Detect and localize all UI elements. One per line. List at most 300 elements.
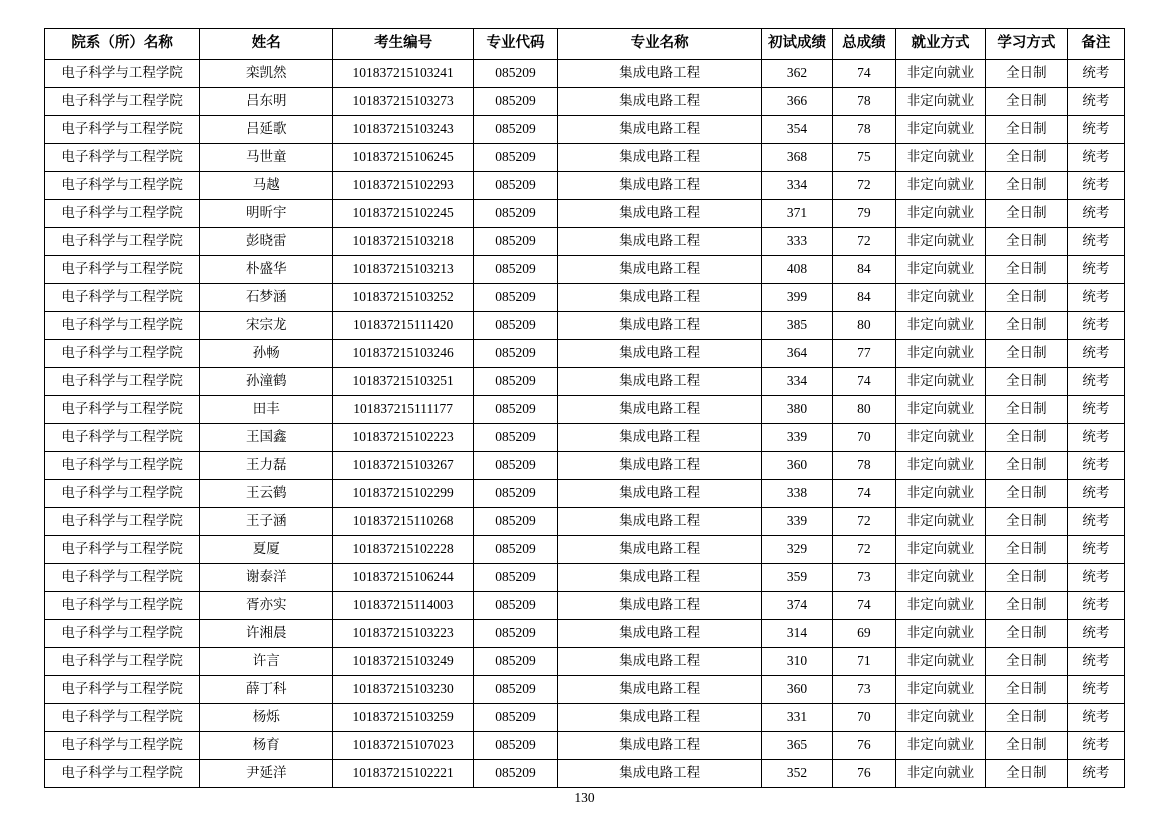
- table-cell: 085209: [474, 116, 558, 144]
- table-cell: 电子科学与工程学院: [45, 704, 200, 732]
- table-cell: 84: [832, 284, 895, 312]
- table-cell: 全日制: [986, 424, 1068, 452]
- table-cell: 362: [762, 60, 833, 88]
- table-row: [45, 536, 1125, 564]
- table-cell: 电子科学与工程学院: [45, 228, 200, 256]
- table-cell: 马世童: [200, 144, 333, 172]
- table-cell: 101837215103230: [333, 676, 474, 704]
- table-cell: 72: [832, 228, 895, 256]
- table-cell: 085209: [474, 676, 558, 704]
- table-cell: 085209: [474, 88, 558, 116]
- table-row: [45, 648, 1125, 676]
- table-cell: 全日制: [986, 592, 1068, 620]
- table-cell: 334: [762, 368, 833, 396]
- table-cell: 101837215107023: [333, 732, 474, 760]
- table-cell: 101837215111420: [333, 312, 474, 340]
- table-cell: 统考: [1067, 508, 1124, 536]
- table-cell: 电子科学与工程学院: [45, 340, 200, 368]
- table-cell: 非定向就业: [896, 200, 986, 228]
- table-cell: 非定向就业: [896, 172, 986, 200]
- table-row: [45, 424, 1125, 452]
- table-cell: 380: [762, 396, 833, 424]
- column-header: 专业代码: [474, 29, 558, 60]
- table-cell: 集成电路工程: [557, 480, 761, 508]
- table-cell: 84: [832, 256, 895, 284]
- table-cell: 365: [762, 732, 833, 760]
- table-cell: 马越: [200, 172, 333, 200]
- table-cell: 70: [832, 424, 895, 452]
- table-row: [45, 480, 1125, 508]
- table-cell: 78: [832, 116, 895, 144]
- table-cell: 谢泰洋: [200, 564, 333, 592]
- table-cell: 101837215102299: [333, 480, 474, 508]
- table-cell: 电子科学与工程学院: [45, 116, 200, 144]
- table-cell: 统考: [1067, 424, 1124, 452]
- table-cell: 集成电路工程: [557, 592, 761, 620]
- table-cell: 354: [762, 116, 833, 144]
- table-cell: 统考: [1067, 732, 1124, 760]
- table-cell: 全日制: [986, 228, 1068, 256]
- table-cell: 集成电路工程: [557, 676, 761, 704]
- column-header: 考生编号: [333, 29, 474, 60]
- table-cell: 74: [832, 592, 895, 620]
- table-cell: 360: [762, 676, 833, 704]
- table-cell: 101837215103267: [333, 452, 474, 480]
- table-cell: 全日制: [986, 508, 1068, 536]
- table-cell: 非定向就业: [896, 508, 986, 536]
- table-row: [45, 396, 1125, 424]
- table-row: [45, 256, 1125, 284]
- table-cell: 非定向就业: [896, 536, 986, 564]
- table-cell: 许言: [200, 648, 333, 676]
- table-cell: 统考: [1067, 648, 1124, 676]
- table-cell: 非定向就业: [896, 228, 986, 256]
- table-cell: 全日制: [986, 676, 1068, 704]
- table-cell: 王云鹤: [200, 480, 333, 508]
- table-cell: 085209: [474, 452, 558, 480]
- table-cell: 101837215102245: [333, 200, 474, 228]
- table-cell: 77: [832, 340, 895, 368]
- table-cell: 电子科学与工程学院: [45, 256, 200, 284]
- table-cell: 339: [762, 508, 833, 536]
- table-cell: 集成电路工程: [557, 536, 761, 564]
- table-cell: 统考: [1067, 396, 1124, 424]
- table-cell: 352: [762, 760, 833, 788]
- table-cell: 72: [832, 172, 895, 200]
- table-cell: 79: [832, 200, 895, 228]
- table-cell: 全日制: [986, 760, 1068, 788]
- table-cell: 74: [832, 60, 895, 88]
- table-cell: 全日制: [986, 256, 1068, 284]
- table-cell: 统考: [1067, 676, 1124, 704]
- table-cell: 集成电路工程: [557, 256, 761, 284]
- table-cell: 371: [762, 200, 833, 228]
- table-cell: 集成电路工程: [557, 228, 761, 256]
- table-row: [45, 676, 1125, 704]
- table-cell: 统考: [1067, 116, 1124, 144]
- table-cell: 非定向就业: [896, 424, 986, 452]
- table-cell: 101837215110268: [333, 508, 474, 536]
- column-header: 备注: [1067, 29, 1124, 60]
- table-cell: 电子科学与工程学院: [45, 368, 200, 396]
- table-cell: 314: [762, 620, 833, 648]
- table-cell: 101837215102221: [333, 760, 474, 788]
- table-cell: 集成电路工程: [557, 144, 761, 172]
- table-cell: 电子科学与工程学院: [45, 396, 200, 424]
- table-cell: 栾凯然: [200, 60, 333, 88]
- table-cell: 电子科学与工程学院: [45, 424, 200, 452]
- table-cell: 统考: [1067, 144, 1124, 172]
- table-cell: 101837215103213: [333, 256, 474, 284]
- table-cell: 360: [762, 452, 833, 480]
- table-cell: 集成电路工程: [557, 200, 761, 228]
- table-cell: 085209: [474, 368, 558, 396]
- table-cell: 尹延洋: [200, 760, 333, 788]
- table-cell: 101837215103249: [333, 648, 474, 676]
- table-cell: 非定向就业: [896, 564, 986, 592]
- admissions-results-table: [44, 28, 1125, 788]
- table-cell: 非定向就业: [896, 648, 986, 676]
- table-cell: 085209: [474, 144, 558, 172]
- table-cell: 全日制: [986, 648, 1068, 676]
- table-cell: 085209: [474, 340, 558, 368]
- table-cell: 非定向就业: [896, 116, 986, 144]
- table-cell: 085209: [474, 536, 558, 564]
- table-cell: 339: [762, 424, 833, 452]
- table-cell: 非定向就业: [896, 760, 986, 788]
- table-cell: 统考: [1067, 704, 1124, 732]
- table-cell: 73: [832, 676, 895, 704]
- table-cell: 非定向就业: [896, 592, 986, 620]
- table-cell: 统考: [1067, 88, 1124, 116]
- table-cell: 电子科学与工程学院: [45, 312, 200, 340]
- table-cell: 集成电路工程: [557, 116, 761, 144]
- table-cell: 71: [832, 648, 895, 676]
- table-cell: 集成电路工程: [557, 340, 761, 368]
- table-cell: 408: [762, 256, 833, 284]
- table-cell: 吕延歌: [200, 116, 333, 144]
- table-cell: 364: [762, 340, 833, 368]
- table-cell: 085209: [474, 396, 558, 424]
- table-cell: 全日制: [986, 116, 1068, 144]
- table-cell: 74: [832, 480, 895, 508]
- table-cell: 非定向就业: [896, 396, 986, 424]
- table-header: [45, 29, 1125, 60]
- table-row: [45, 88, 1125, 116]
- table-cell: 085209: [474, 508, 558, 536]
- table-cell: 王子涵: [200, 508, 333, 536]
- table-cell: 全日制: [986, 732, 1068, 760]
- table-cell: 101837215103241: [333, 60, 474, 88]
- table-cell: 085209: [474, 312, 558, 340]
- table-cell: 集成电路工程: [557, 284, 761, 312]
- table-cell: 085209: [474, 424, 558, 452]
- table-cell: 统考: [1067, 536, 1124, 564]
- table-cell: 电子科学与工程学院: [45, 536, 200, 564]
- table-cell: 宋宗龙: [200, 312, 333, 340]
- table-cell: 电子科学与工程学院: [45, 480, 200, 508]
- table-cell: 非定向就业: [896, 480, 986, 508]
- table-cell: 王力磊: [200, 452, 333, 480]
- table-cell: 338: [762, 480, 833, 508]
- table-row: [45, 508, 1125, 536]
- table-cell: 101837215103252: [333, 284, 474, 312]
- table-cell: 全日制: [986, 284, 1068, 312]
- table-cell: 全日制: [986, 536, 1068, 564]
- table-cell: 王国鑫: [200, 424, 333, 452]
- table-cell: 电子科学与工程学院: [45, 760, 200, 788]
- table-row: [45, 564, 1125, 592]
- table-cell: 电子科学与工程学院: [45, 284, 200, 312]
- table-cell: 杨育: [200, 732, 333, 760]
- table-cell: 085209: [474, 60, 558, 88]
- table-cell: 全日制: [986, 312, 1068, 340]
- table-cell: 101837215106245: [333, 144, 474, 172]
- table-cell: 085209: [474, 648, 558, 676]
- table-cell: 085209: [474, 704, 558, 732]
- table-cell: 集成电路工程: [557, 564, 761, 592]
- table-cell: 73: [832, 564, 895, 592]
- table-cell: 78: [832, 452, 895, 480]
- table-cell: 085209: [474, 172, 558, 200]
- table-cell: 集成电路工程: [557, 396, 761, 424]
- table-cell: 全日制: [986, 480, 1068, 508]
- table-cell: 电子科学与工程学院: [45, 60, 200, 88]
- table-cell: 非定向就业: [896, 256, 986, 284]
- table-cell: 310: [762, 648, 833, 676]
- table-row: [45, 284, 1125, 312]
- table-cell: 331: [762, 704, 833, 732]
- table-cell: 统考: [1067, 200, 1124, 228]
- table-row: [45, 312, 1125, 340]
- table-cell: 72: [832, 536, 895, 564]
- table-row: [45, 620, 1125, 648]
- table-row: [45, 172, 1125, 200]
- table-cell: 电子科学与工程学院: [45, 648, 200, 676]
- column-header: 初试成绩: [762, 29, 833, 60]
- table-cell: 集成电路工程: [557, 620, 761, 648]
- table-cell: 全日制: [986, 564, 1068, 592]
- column-header: 学习方式: [986, 29, 1068, 60]
- table-cell: 101837215103243: [333, 116, 474, 144]
- table-cell: 统考: [1067, 60, 1124, 88]
- table-cell: 统考: [1067, 340, 1124, 368]
- table-cell: 101837215106244: [333, 564, 474, 592]
- table-cell: 非定向就业: [896, 312, 986, 340]
- table-cell: 75: [832, 144, 895, 172]
- table-cell: 石梦涵: [200, 284, 333, 312]
- table-cell: 统考: [1067, 368, 1124, 396]
- table-cell: 全日制: [986, 88, 1068, 116]
- table-cell: 非定向就业: [896, 620, 986, 648]
- table-cell: 全日制: [986, 60, 1068, 88]
- table-cell: 电子科学与工程学院: [45, 620, 200, 648]
- table-cell: 101837215103273: [333, 88, 474, 116]
- column-header: 总成绩: [832, 29, 895, 60]
- table-cell: 集成电路工程: [557, 172, 761, 200]
- table-cell: 全日制: [986, 172, 1068, 200]
- table-cell: 101837215103259: [333, 704, 474, 732]
- table-cell: 集成电路工程: [557, 424, 761, 452]
- table-cell: 集成电路工程: [557, 648, 761, 676]
- table-row: [45, 732, 1125, 760]
- table-cell: 统考: [1067, 564, 1124, 592]
- table-cell: 085209: [474, 284, 558, 312]
- table-cell: 359: [762, 564, 833, 592]
- table-cell: 101837215102293: [333, 172, 474, 200]
- table-cell: 统考: [1067, 480, 1124, 508]
- table-cell: 76: [832, 760, 895, 788]
- column-header: 姓名: [200, 29, 333, 60]
- table-cell: 70: [832, 704, 895, 732]
- table-header-row: [45, 29, 1125, 60]
- table-cell: 101837215103246: [333, 340, 474, 368]
- table-row: [45, 704, 1125, 732]
- table-cell: 非定向就业: [896, 732, 986, 760]
- table-cell: 全日制: [986, 144, 1068, 172]
- table-cell: 全日制: [986, 368, 1068, 396]
- table-cell: 集成电路工程: [557, 760, 761, 788]
- table-cell: 孙畅: [200, 340, 333, 368]
- table-cell: 085209: [474, 732, 558, 760]
- table-cell: 399: [762, 284, 833, 312]
- table-cell: 胥亦实: [200, 592, 333, 620]
- table-cell: 全日制: [986, 452, 1068, 480]
- table-cell: 集成电路工程: [557, 732, 761, 760]
- table-cell: 统考: [1067, 592, 1124, 620]
- table-cell: 101837215103223: [333, 620, 474, 648]
- table-cell: 电子科学与工程学院: [45, 592, 200, 620]
- table-cell: 许湘晨: [200, 620, 333, 648]
- table-cell: 085209: [474, 564, 558, 592]
- table-cell: 电子科学与工程学院: [45, 564, 200, 592]
- table-cell: 085209: [474, 760, 558, 788]
- table-cell: 全日制: [986, 704, 1068, 732]
- page-number: 130: [574, 790, 595, 805]
- table-cell: 085209: [474, 228, 558, 256]
- table-cell: 085209: [474, 480, 558, 508]
- table-cell: 非定向就业: [896, 88, 986, 116]
- table-cell: 非定向就业: [896, 284, 986, 312]
- table-cell: 101837215102223: [333, 424, 474, 452]
- table-cell: 统考: [1067, 620, 1124, 648]
- table-cell: 统考: [1067, 228, 1124, 256]
- table-cell: 101837215103251: [333, 368, 474, 396]
- table-cell: 朴盛华: [200, 256, 333, 284]
- table-cell: 电子科学与工程学院: [45, 200, 200, 228]
- table-row: [45, 452, 1125, 480]
- table-row: [45, 116, 1125, 144]
- table-cell: 385: [762, 312, 833, 340]
- table-cell: 统考: [1067, 312, 1124, 340]
- table-cell: 夏厦: [200, 536, 333, 564]
- table-cell: 彭晓雷: [200, 228, 333, 256]
- table-cell: 集成电路工程: [557, 312, 761, 340]
- table-row: [45, 144, 1125, 172]
- table-cell: 田丰: [200, 396, 333, 424]
- table-cell: 非定向就业: [896, 676, 986, 704]
- column-header: 就业方式: [896, 29, 986, 60]
- table-body: [45, 60, 1125, 788]
- table-cell: 统考: [1067, 452, 1124, 480]
- table-cell: 非定向就业: [896, 704, 986, 732]
- table-row: [45, 592, 1125, 620]
- column-header: 专业名称: [557, 29, 761, 60]
- table-cell: 74: [832, 368, 895, 396]
- table-cell: 电子科学与工程学院: [45, 508, 200, 536]
- table-cell: 101837215103218: [333, 228, 474, 256]
- column-header: 院系（所）名称: [45, 29, 200, 60]
- table-cell: 杨烁: [200, 704, 333, 732]
- table-cell: 334: [762, 172, 833, 200]
- table-cell: 085209: [474, 620, 558, 648]
- table-row: [45, 760, 1125, 788]
- table-cell: 统考: [1067, 256, 1124, 284]
- table-cell: 80: [832, 312, 895, 340]
- table-cell: 全日制: [986, 620, 1068, 648]
- table-cell: 374: [762, 592, 833, 620]
- table-row: [45, 200, 1125, 228]
- table-cell: 全日制: [986, 396, 1068, 424]
- table-cell: 集成电路工程: [557, 88, 761, 116]
- table-cell: 电子科学与工程学院: [45, 144, 200, 172]
- table-cell: 统考: [1067, 172, 1124, 200]
- table-cell: 329: [762, 536, 833, 564]
- table-cell: 368: [762, 144, 833, 172]
- table-cell: 吕东明: [200, 88, 333, 116]
- table-cell: 72: [832, 508, 895, 536]
- table-cell: 085209: [474, 592, 558, 620]
- table-cell: 非定向就业: [896, 340, 986, 368]
- table-cell: 统考: [1067, 284, 1124, 312]
- table-cell: 电子科学与工程学院: [45, 452, 200, 480]
- table-cell: 085209: [474, 200, 558, 228]
- table-cell: 78: [832, 88, 895, 116]
- table-cell: 孙潼鹤: [200, 368, 333, 396]
- table-cell: 全日制: [986, 200, 1068, 228]
- table-cell: 集成电路工程: [557, 368, 761, 396]
- table-row: [45, 340, 1125, 368]
- table-cell: 电子科学与工程学院: [45, 732, 200, 760]
- table-cell: 非定向就业: [896, 144, 986, 172]
- table-cell: 全日制: [986, 340, 1068, 368]
- table-cell: 明昕宇: [200, 200, 333, 228]
- table-cell: 366: [762, 88, 833, 116]
- table-cell: 76: [832, 732, 895, 760]
- table-row: [45, 60, 1125, 88]
- table-cell: 电子科学与工程学院: [45, 676, 200, 704]
- table-cell: 电子科学与工程学院: [45, 88, 200, 116]
- table-cell: 101837215102228: [333, 536, 474, 564]
- table-row: [45, 368, 1125, 396]
- table-cell: 333: [762, 228, 833, 256]
- table-cell: 101837215114003: [333, 592, 474, 620]
- table-cell: 集成电路工程: [557, 452, 761, 480]
- table-cell: 80: [832, 396, 895, 424]
- table-cell: 非定向就业: [896, 60, 986, 88]
- table-row: [45, 228, 1125, 256]
- table-cell: 非定向就业: [896, 452, 986, 480]
- table-cell: 统考: [1067, 760, 1124, 788]
- table-cell: 薛丁科: [200, 676, 333, 704]
- table-cell: 非定向就业: [896, 368, 986, 396]
- table-cell: 集成电路工程: [557, 60, 761, 88]
- table-cell: 集成电路工程: [557, 704, 761, 732]
- table-cell: 69: [832, 620, 895, 648]
- table-cell: 电子科学与工程学院: [45, 172, 200, 200]
- table-cell: 101837215111177: [333, 396, 474, 424]
- table-cell: 085209: [474, 256, 558, 284]
